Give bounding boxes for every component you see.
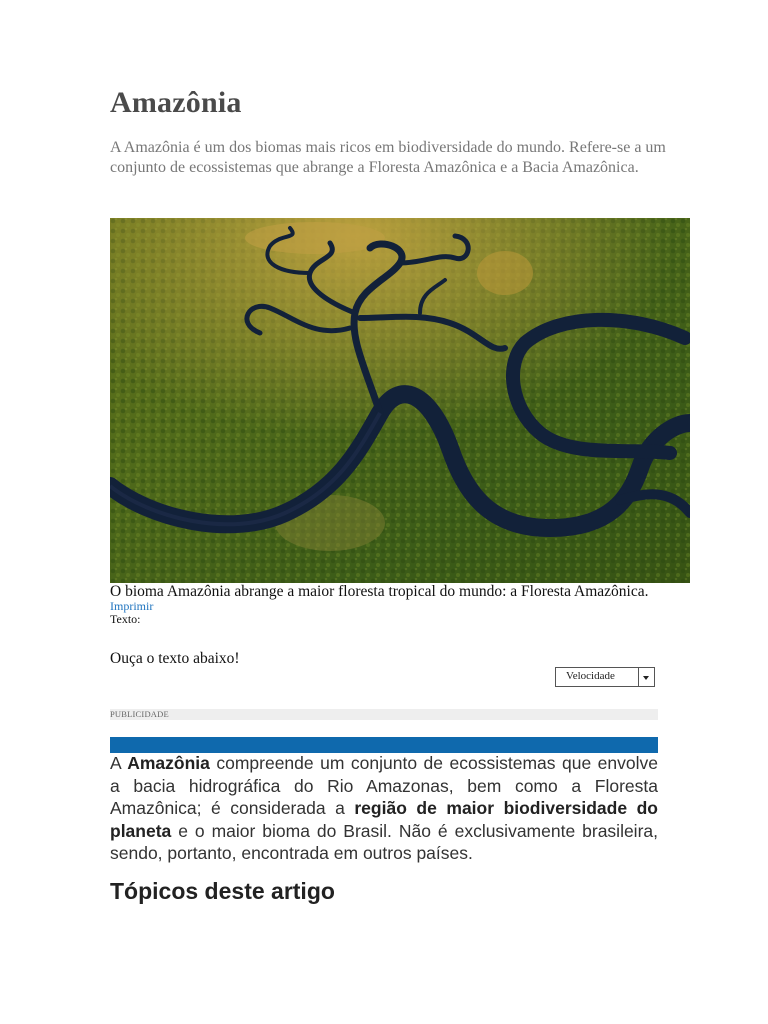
body-bold: Amazônia	[127, 753, 210, 773]
print-link[interactable]: Imprimir	[110, 599, 154, 613]
text-label: Texto:	[110, 612, 141, 626]
body-text: compreende um conjunto de ecossistemas que envolve a bacia hidrográfica do Rio Amazonas, bem como a Floresta Amazônica; é considerada a	[110, 753, 658, 818]
topics-heading: Tópicos deste artigo	[110, 878, 335, 904]
article-body	[110, 752, 658, 865]
listen-label: Ouça o texto abaixo!	[110, 650, 240, 667]
speed-select-value: Velocidade	[566, 670, 615, 682]
body-text: e o maior bioma do Brasil. Não é exclusivamente brasileira, sendo, portanto, encontrada em outros países.	[110, 820, 658, 863]
amazon-aerial-photo	[110, 218, 690, 583]
ad-label: PUBLICIDADE	[110, 709, 169, 719]
ad-banner	[110, 737, 658, 753]
ad-bar	[110, 709, 658, 720]
body-bold: região de maior biodiversidade do planeta	[110, 798, 658, 841]
speed-select[interactable]	[555, 667, 655, 687]
article-lead: A Amazônia é um dos biomas mais ricos em biodiversidade do mundo. Refere-se a um conjunto de ecossistemas que abrange a Floresta Amazônica e a Bacia Amazônica.	[110, 139, 666, 176]
image-caption: O bioma Amazônia abrange a maior floresta tropical do mundo: a Floresta Amazônica.	[110, 583, 649, 600]
body-text: A	[110, 753, 128, 773]
chevron-down-icon[interactable]	[638, 668, 654, 686]
article-title: Amazônia	[110, 86, 242, 119]
